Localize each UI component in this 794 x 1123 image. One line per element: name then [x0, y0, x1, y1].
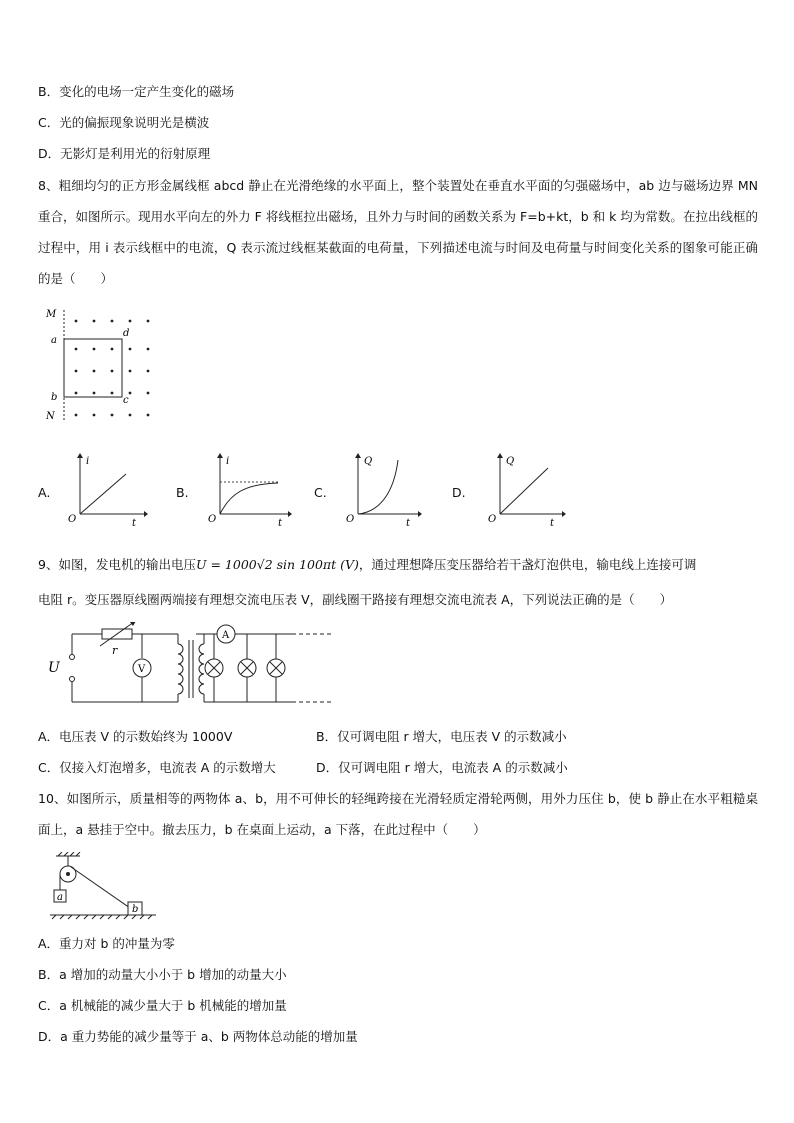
x-arrow — [144, 511, 148, 517]
ceiling-hatch — [58, 852, 80, 856]
q9-option-a: A．电压表 V 的示数始终为 1000V — [38, 729, 233, 744]
q10-option-c: C．a 机械能的减少量大于 b 机械能的增加量 — [38, 998, 287, 1013]
y-arrow — [77, 453, 83, 458]
curve-linear — [500, 468, 548, 514]
q9-formula: U = 1000√2 sin 100πt (V) — [195, 557, 359, 572]
label-r: r — [112, 644, 118, 657]
curve-linear — [80, 474, 126, 514]
x-arrow — [562, 511, 566, 517]
x-label: t — [132, 518, 137, 528]
y-label: Q — [506, 456, 515, 467]
q10-stem: 10、如图所示，质量相等的两物体 a、b，用不可伸长的轻绳跨接在光滑轻质定滑轮两侧，用外力压住 b，使 b 静止在水平粗糙桌面上，a 悬挂于空中。撤去压力，b 在桌面上运动，a 下落，在此过程中（ ） — [38, 791, 758, 837]
q9-option-b: B．仅可调电阻 r 增大，电压表 V 的示数减小 — [316, 729, 567, 744]
field-dots — [75, 320, 150, 417]
label-n: N — [46, 411, 55, 422]
label-a: a — [51, 335, 57, 346]
y-arrow — [497, 453, 503, 458]
lamp-2 — [238, 634, 256, 702]
q8-stem: 8、粗细均匀的正方形金属线框 abcd 静止在光滑绝缘的水平面上，整个装置处在垂直水平面的匀强磁场中，ab 边与磁场边界 MN 重合，如图所示。现用水平向左的外力 F 将线框拉出磁场，且外力与时间的函数关系为 F=b+kt，b 和 k 均为常数。在拉出线框的过程中，用 i 表示线框中的电流，Q 表示流过线框某截面的电荷量，下列描述电流与时间及电荷量与时间变化关系的图象可能正确的是（ ） — [38, 178, 758, 286]
label-b: b — [51, 392, 58, 403]
square-frame — [64, 339, 122, 397]
q8-option-a-letter: A. — [38, 485, 51, 500]
label-block-a: a — [57, 892, 63, 903]
q9-stem-pre: 9、如图，发电机的输出电压 — [38, 557, 196, 572]
q7-option-d: D．无影灯是利用光的衍射原理 — [38, 146, 211, 161]
q8-option-d-letter: D. — [452, 485, 466, 500]
label-v: V — [138, 664, 146, 675]
q9-stem-line1 — [38, 557, 696, 573]
lamp-3 — [267, 634, 285, 702]
q7-option-c: C．光的偏振现象说明光是横波 — [38, 115, 210, 130]
y-label: i — [86, 456, 90, 467]
label-u: U — [48, 660, 60, 676]
resistor-arrow — [100, 622, 134, 646]
q9-circuit-diagram — [42, 622, 342, 708]
origin-label: O — [68, 514, 77, 525]
origin-label: O — [488, 514, 497, 525]
origin-label: O — [208, 514, 217, 525]
secondary-coil — [199, 644, 204, 694]
terminal-bottom — [70, 677, 75, 682]
curve-saturating — [220, 483, 278, 514]
q8-magnetic-field-figure — [40, 305, 170, 425]
x-arrow — [418, 511, 422, 517]
primary-coil — [178, 644, 183, 694]
q10-option-a: A．重力对 b 的冲量为零 — [38, 936, 175, 951]
label-a: A — [222, 630, 230, 641]
q9-stem-line2: 电阻 r。变压器原线圈两端接有理想交流电压表 V，副线圈干路接有理想交流电流表 A，下列说法正确的是（ ） — [38, 592, 673, 607]
curve-convex — [358, 460, 398, 514]
x-label: t — [550, 518, 555, 528]
label-m: M — [46, 309, 57, 320]
q10-pulley-figure — [44, 852, 164, 924]
q8-option-c-letter: C. — [314, 485, 327, 500]
q10-option-b: B．a 增加的动量大小小于 b 增加的动量大小 — [38, 967, 287, 982]
y-arrow — [217, 453, 223, 458]
q8-option-b-graph — [204, 452, 294, 528]
table-hatch — [52, 915, 152, 919]
q7-option-b: B．变化的电场一定产生变化的磁场 — [38, 84, 235, 99]
lamp-1 — [205, 634, 223, 702]
x-label: t — [406, 518, 411, 528]
x-label: t — [278, 518, 283, 528]
label-c: c — [123, 395, 129, 406]
q9-option-c: C．仅接入灯泡增多，电流表 A 的示数增大 — [38, 760, 276, 775]
y-label: i — [226, 456, 230, 467]
rope-b — [71, 867, 130, 908]
q10-option-d: D．a 重力势能的减少量等于 a、b 两物体总动能的增加量 — [38, 1029, 358, 1044]
q8-option-c-graph — [344, 452, 424, 528]
y-label: Q — [364, 456, 373, 467]
y-arrow — [355, 453, 361, 458]
terminal-top — [70, 655, 75, 660]
x-arrow — [288, 511, 292, 517]
q9-option-d: D．仅可调电阻 r 增大，电流表 A 的示数减小 — [316, 760, 568, 775]
q9-stem-post: ，通过理想降压变压器给若干盏灯泡供电，输电线上连接可调 — [358, 557, 697, 572]
label-d: d — [123, 328, 130, 339]
origin-label: O — [346, 514, 355, 525]
q8-option-b-letter: B. — [176, 485, 189, 500]
q8-option-a-graph — [66, 452, 148, 528]
q8-option-d-graph — [486, 452, 568, 528]
label-block-b: b — [132, 904, 139, 915]
